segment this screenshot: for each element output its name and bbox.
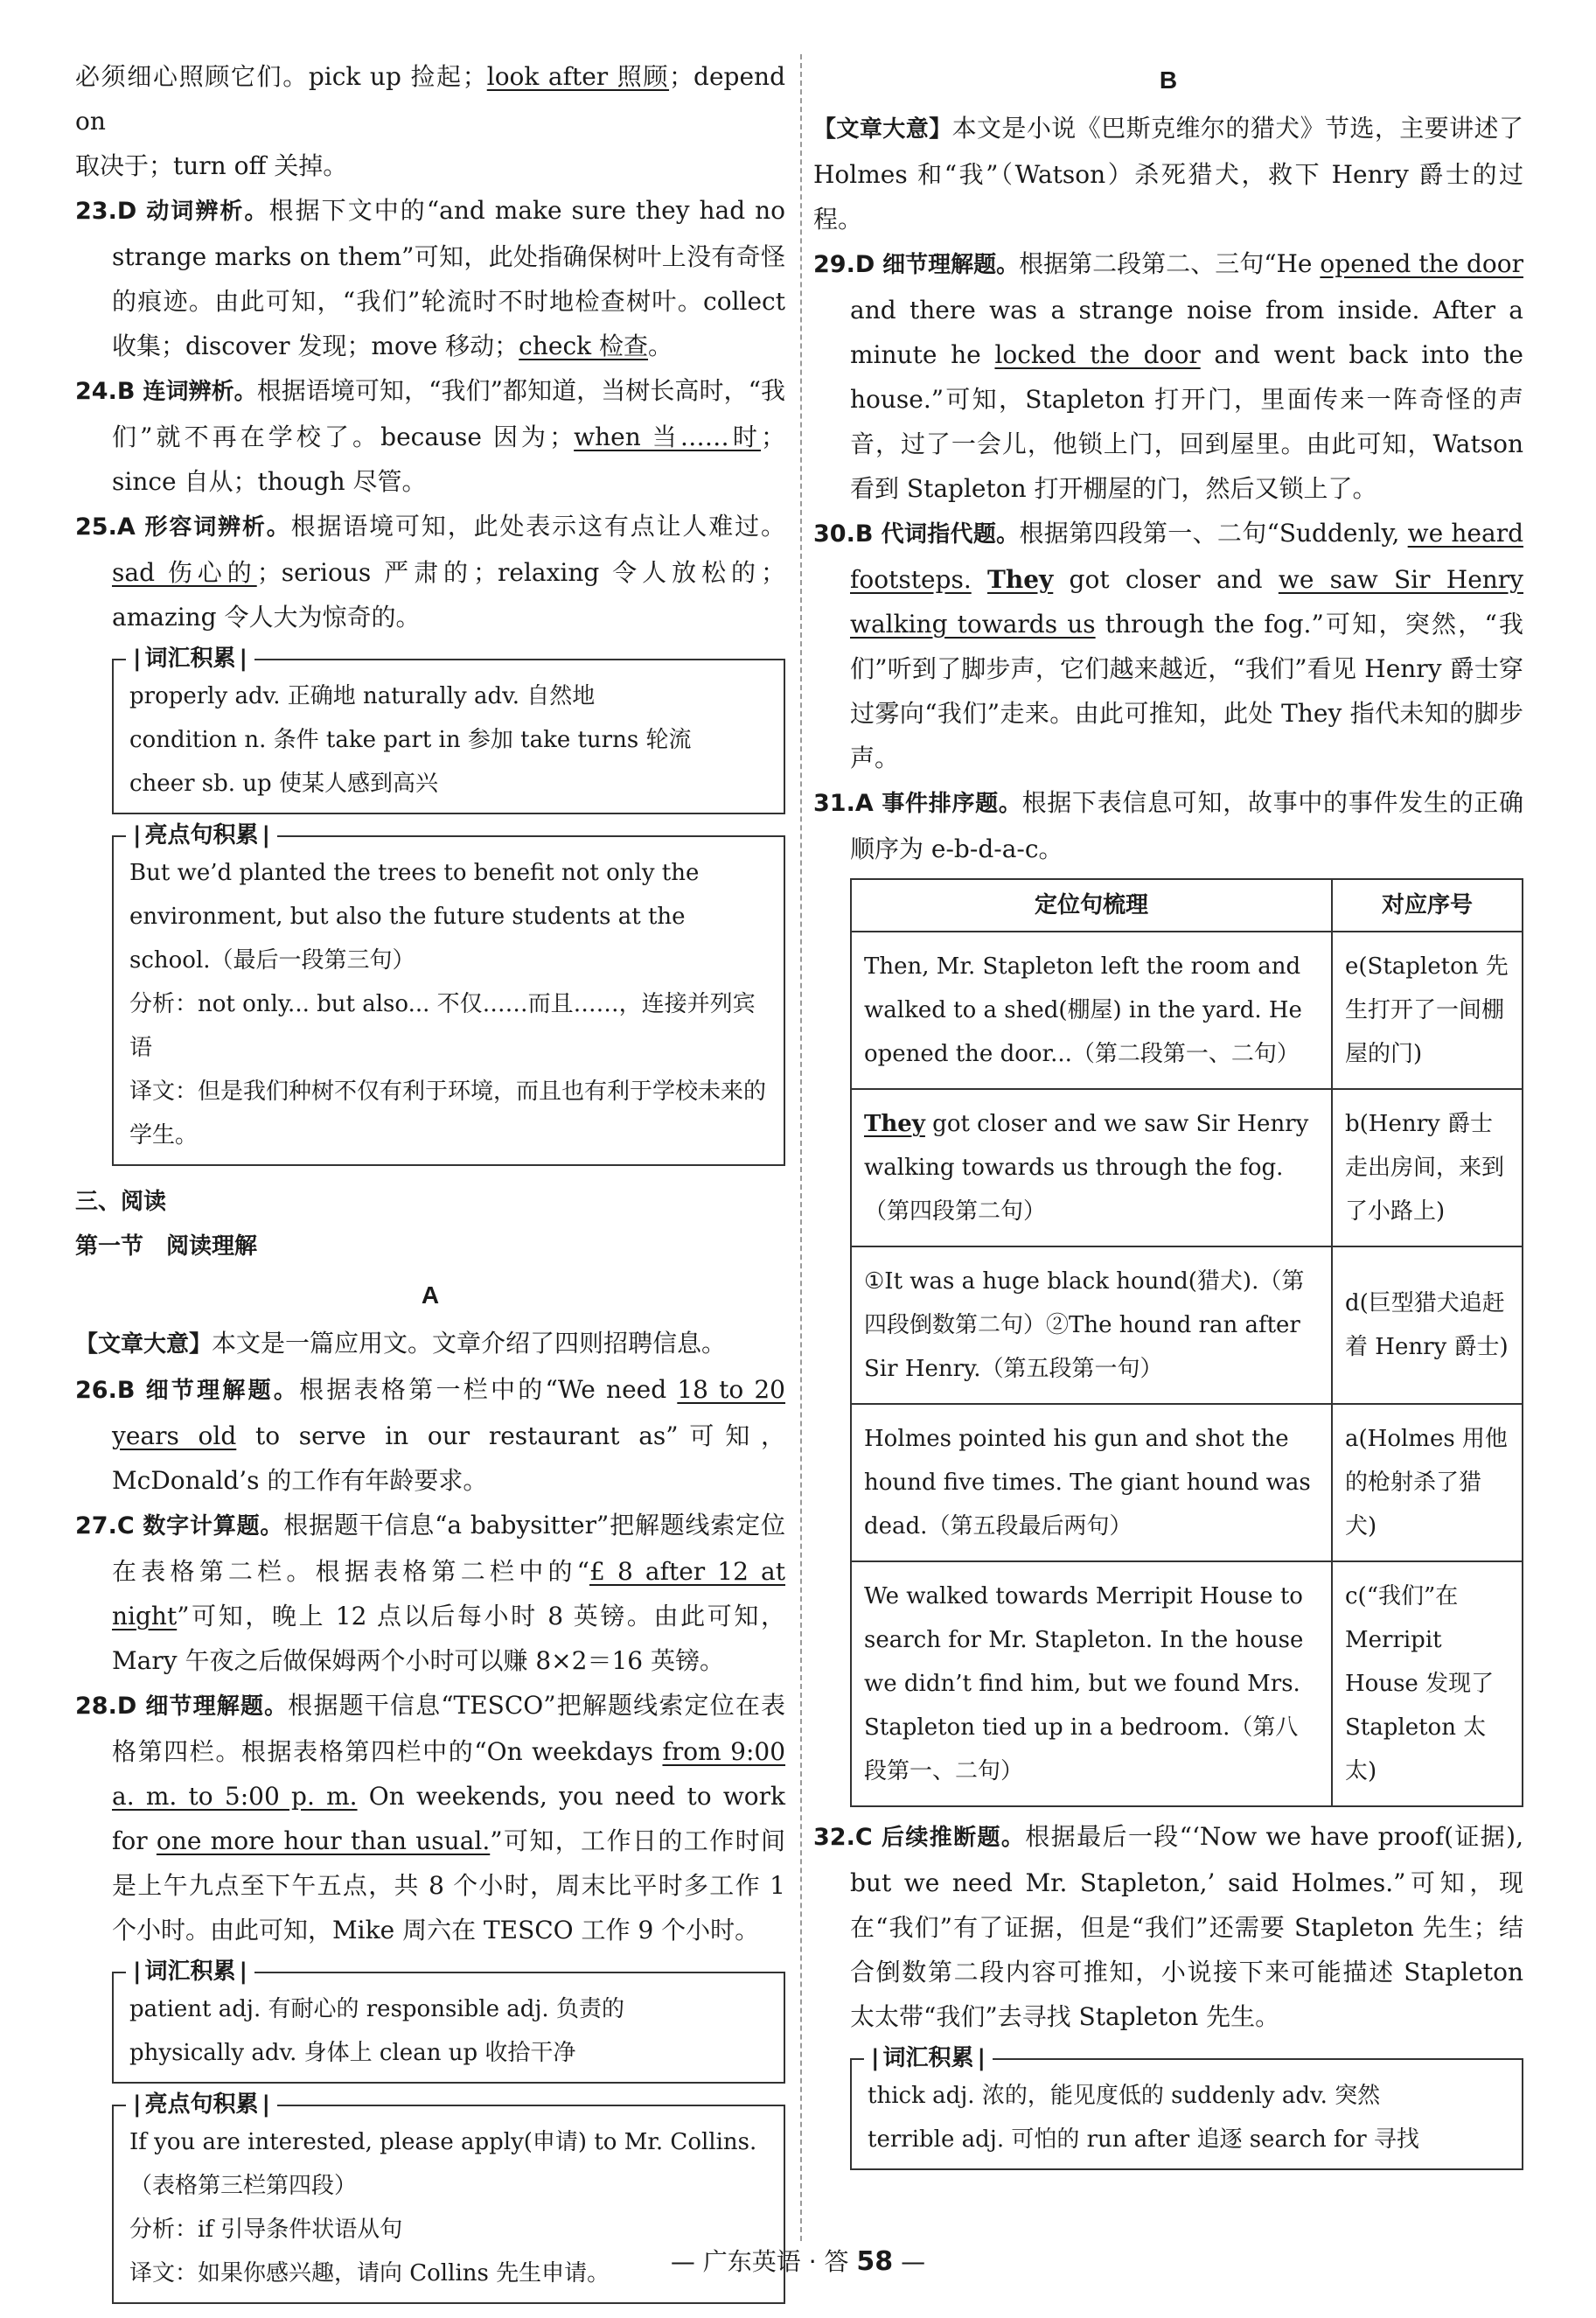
answer-23: 23.D 动词辨析。根据下文中的“and make sure they had no strange marks on them”可知，此处指确保树叶上没有奇怪的痕迹。由此可知，“我们”轮流时不时地检查树叶。collect 收集；discover 发现；move 移动；check 检查。 xyxy=(75,196,785,360)
event-order-table xyxy=(850,878,1523,1807)
answer-25: 25.A 形容词辨析。根据语境可知，此处表示这有点让人难过。sad 伤心的；serious 严肃的；relaxing 令人放松的；amazing 令人大为惊奇的。 xyxy=(75,512,785,632)
table-row xyxy=(851,1561,1523,1806)
table-cell-sentence: ①It was a huge black hound(猎犬).（第四段倒数第二句）②The hound ran after Sir Henry.（第五段第一句） xyxy=(851,1246,1332,1404)
highlight-sentence: If you are interested, please apply(申请) to Mr. Collins.（表格第三栏第四段） xyxy=(129,2129,757,2199)
answer-31: 31.A 事件排序题。根据下表信息可知，故事中的事件发生的正确顺序为 e-b-d-a-c。 xyxy=(813,788,1523,863)
part-b-heading: B xyxy=(1159,66,1178,94)
answer-27: 27.C 数字计算题。根据题干信息“a babysitter”把解题线索定位在表格第二栏。根据表格第二栏中的“£ 8 after 12 at night”可知，晚上 12 点以后每小时 8 英镑。由此可知，Mary 午夜之后做保姆两个小时可以赚 8×2＝16 英镑。 xyxy=(75,1511,785,1675)
page-footer xyxy=(0,2239,1596,2284)
page-number: 58 xyxy=(856,2246,894,2277)
table-cell-number: d(巨型猎犬追赶着 Henry 爵士) xyxy=(1332,1246,1523,1404)
vocab-box-title: | 词汇积累 | xyxy=(126,1954,254,1989)
footer-label: — 广东英语 · 答 xyxy=(670,2247,857,2276)
vocab-row: properly adv. 正确地 naturally adv. 自然地 xyxy=(129,683,596,709)
vocab-box-3 xyxy=(850,2045,1523,2170)
summary-b: 【文章大意】本文是小说《巴斯克维尔的猎犬》节选，主要讲述了 Holmes 和“我”（Watson）杀死猎犬，救下 Henry 爵士的过程。 xyxy=(813,114,1523,234)
table-header-sentence: 定位句梳理 xyxy=(851,879,1332,932)
right-column xyxy=(813,54,1523,2184)
sentence-box-title: | 亮点句积累 | xyxy=(126,2087,277,2122)
vocab-row: patient adj. 有耐心的 responsible adj. 负责的 xyxy=(129,1996,624,2022)
answer-24: 24.B 连词辨析。根据语境可知，“我们”都知道，当树长高时，“我们”就不再在学校了。because 因为；when 当……时；since 自从；though 尽管。 xyxy=(75,376,785,496)
column-divider xyxy=(800,54,802,2241)
highlight-sentence: But we’d planted the trees to benefit not only the environment, but also the future students at the school.（最后一段第三句） xyxy=(129,860,700,974)
sentence-analysis: 分析：if 引导条件状语从句 xyxy=(129,2217,403,2243)
answer-26: 26.B 细节理解题。根据表格第一栏中的“We need 18 to 20 years old to serve in our restaurant as”可知，McDonald’s 的工作有年龄要求。 xyxy=(75,1375,786,1495)
vocab-row: physically adv. 身体上 clean up 收拾干净 xyxy=(129,2040,576,2066)
vocab-box-2 xyxy=(112,1958,785,2084)
vocab-row: terrible adj. 可怕的 run after 追逐 search for 寻找 xyxy=(868,2126,1419,2153)
summary-a: 【文章大意】本文是一篇应用文。文章介绍了四则招聘信息。 xyxy=(75,1329,727,1358)
table-cell-sentence: We walked towards Merripit House to search for Mr. Stapleton. In the house we didn’t find him, but we found Mrs. Stapleton tied up in a bedroom.（第八段第一、二句） xyxy=(851,1561,1332,1806)
table-cell-sentence: They got closer and we saw Sir Henry walking towards us through the fog.（第四段第二句） xyxy=(851,1089,1332,1246)
table-cell-number: e(Stapleton 先生打开了一间棚屋的门) xyxy=(1332,932,1523,1089)
intro-paragraph: 必须细心照顾它们。pick up 捡起；look after 照顾；depend on 取决于；turn off 关掉。 xyxy=(75,62,785,180)
section-heading-reading: 三、阅读 xyxy=(75,1189,167,1215)
table-header-row xyxy=(851,879,1523,932)
sentence-translation: 译文：但是我们种树不仅有利于环境，而且也有利于学校未来的学生。 xyxy=(129,1079,767,1149)
section-heading-comprehension: 第一节 阅读理解 xyxy=(75,1233,258,1260)
table-row xyxy=(851,1404,1523,1561)
vocab-row: condition n. 条件 take part in 参加 take turns 轮流 xyxy=(129,727,692,753)
sentence-translation: 译文：如果你感兴趣，请向 Collins 先生申请。 xyxy=(129,2260,610,2287)
vocab-box-1 xyxy=(112,646,785,814)
vocab-row: cheer sb. up 使某人感到高兴 xyxy=(129,771,438,797)
table-cell-number: b(Henry 爵士走出房间，来到了小路上) xyxy=(1332,1089,1523,1246)
part-a-heading: A xyxy=(421,1281,440,1309)
sentence-box-title: | 亮点句积累 | xyxy=(126,818,277,853)
vocab-box-title: | 词汇积累 | xyxy=(864,2041,993,2076)
left-column xyxy=(75,54,785,2318)
sentence-box-1 xyxy=(112,822,785,1166)
footer-suffix: — xyxy=(893,2247,926,2276)
table-cell-number: a(Holmes 用他的枪射杀了猎犬) xyxy=(1332,1404,1523,1561)
table-cell-number: c(“我们”在 Merripit House 发现了 Stapleton 太太) xyxy=(1332,1561,1523,1806)
vocab-row: thick adj. 浓的，能见度低的 suddenly adv. 突然 xyxy=(868,2083,1381,2109)
table-cell-sentence: Holmes pointed his gun and shot the hound five times. The giant hound was dead.（第五段最后两句） xyxy=(851,1404,1332,1561)
answer-29: 29.D 细节理解题。根据第二段第二、三句“He opened the door and there was a strange noise from inside. After a minute he locked the door and went back into the house.”可知，Stapleton 打开门，里面传来一阵奇怪的声音，过了一会儿，他锁上门，回到屋里。由此可知，Watson 看到 Stapleton 打开棚屋的门，然后又锁上了。 xyxy=(813,249,1523,503)
table-cell-sentence: Then, Mr. Stapleton left the room and walked to a shed(棚屋) in the yard. He opened the door...（第二段第一、二句） xyxy=(851,932,1332,1089)
table-row xyxy=(851,1089,1523,1246)
table-row xyxy=(851,1246,1523,1404)
table-header-number: 对应序号 xyxy=(1332,879,1523,932)
answer-30: 30.B 代词指代题。根据第四段第一、二句“Suddenly, we heard footsteps. They got closer and we saw Sir Henry walking towards us through the fog.”可知，突然，“我们”听到了脚步声，它们越来越近，“我们”看见 Henry 爵士穿过雾向“我们”走来。由此可推知，此处 They 指代未知的脚步声。 xyxy=(813,519,1524,772)
vocab-box-title: | 词汇积累 | xyxy=(126,641,254,676)
sentence-analysis: 分析：not only... but also... 不仅……而且……，连接并列宾语 xyxy=(129,991,756,1061)
answer-32: 32.C 后续推断题。根据最后一段“‘Now we have proof(证据), but we need Mr. Stapleton,’ said Holmes.”可知，现在“我们”有了证据，但是“我们”还需要 Stapleton 先生；结合倒数第二段内容可推知，小说接下来可能描述 Stapleton 太太带“我们”去寻找 Stapleton 先生。 xyxy=(813,1822,1523,2031)
answer-28: 28.D 细节理解题。根据题干信息“TESCO”把解题线索定位在表格第四栏。根据表格第四栏中的“On weekdays from 9:00 a. m. to 5:00 p. m. On weekends, you need to work for one more hour than usual.”可知，工作日的工作时间是上午九点至下午五点，共 8 个小时，周末比平时多工作 1 个小时。由此可知，Mike 周六在 TESCO 工作 9 个小时。 xyxy=(75,1691,786,1944)
table-row xyxy=(851,932,1523,1089)
